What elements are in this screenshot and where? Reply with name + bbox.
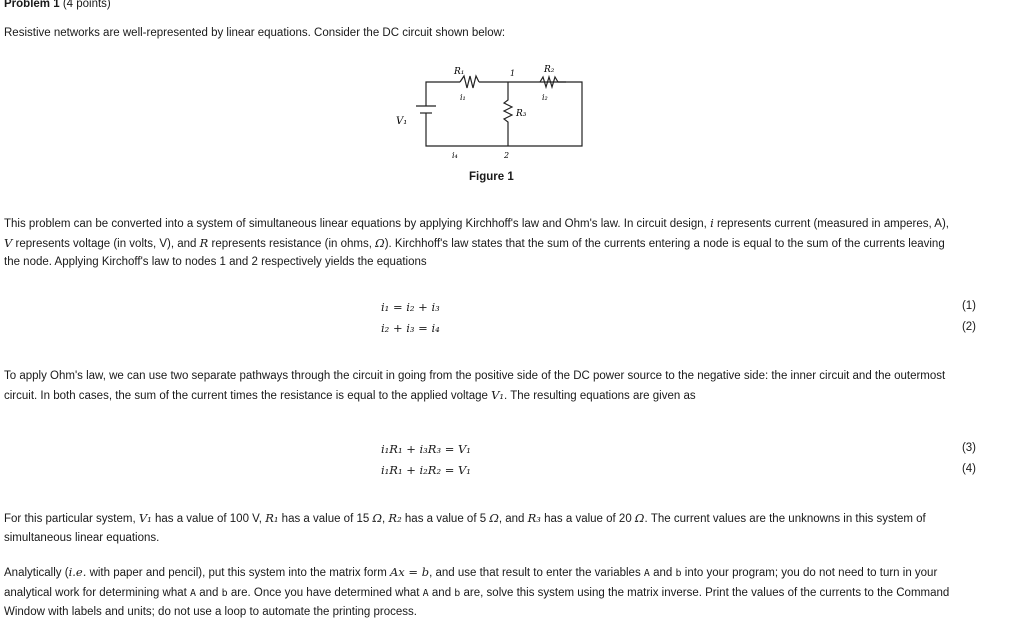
para1-text-e: ). Kirchhoff's law states that the sum of the currents entering a node is equal to the sum of the currents leaving xyxy=(384,237,945,250)
paragraph-ohm xyxy=(4,367,1004,405)
para3-r2: R₂ xyxy=(388,511,402,525)
paragraph-values xyxy=(4,509,1004,547)
para4-e: analytical work for determining what xyxy=(4,586,187,599)
label-node2: 2 xyxy=(504,151,510,160)
para3-ohm-3: Ω xyxy=(634,511,645,525)
para4-and-2: and xyxy=(199,586,219,599)
para4-var-a-1: A xyxy=(643,568,650,579)
para3-a: For this particular system, xyxy=(4,513,136,525)
problem-title xyxy=(4,0,111,10)
equation-4: i₁R₁ + i₂R₂ = V₁ xyxy=(381,463,471,477)
figure-caption: Figure 1 xyxy=(469,171,514,183)
symbol-v1: V₁ xyxy=(491,387,505,402)
para3-f: , and xyxy=(498,513,525,525)
symbol-r: R xyxy=(199,235,209,250)
para3-d: , xyxy=(382,513,386,525)
label-i2: i₂ xyxy=(542,93,548,102)
para3-ohm-2: Ω xyxy=(489,511,499,525)
para3-r3: R₃ xyxy=(527,511,541,525)
label-r2: R₂ xyxy=(544,65,555,75)
intro-text: Resistive networks are well-represented by linear equations. Consider the DC circuit shown below: xyxy=(4,27,506,39)
label-i1: i₁ xyxy=(460,93,466,102)
resistor-r3 xyxy=(504,82,512,146)
para4-b: with paper and pencil), put this system into the matrix form xyxy=(89,567,387,579)
resistor-r1 xyxy=(460,76,479,88)
para4-and-1: and xyxy=(653,567,673,579)
equation-2-number: (2) xyxy=(961,321,976,333)
paragraph-instructions xyxy=(4,563,1004,622)
equation-3-number: (3) xyxy=(961,442,976,454)
para3-h: . The current values are the unknowns in this system of xyxy=(644,513,926,525)
equation-4-number: (4) xyxy=(961,463,976,475)
para4-var-a-3: A xyxy=(422,587,429,599)
para4-var-b-2: b xyxy=(221,587,228,599)
equation-2: i₂ + i₃ = i₄ xyxy=(381,321,440,335)
para3-c: has a value of 15 xyxy=(281,513,370,525)
equation-1: i₁ = i₂ + i₃ xyxy=(381,300,440,314)
label-i4: i₄ xyxy=(452,151,458,160)
para1-text-f: the node. Applying Kirchoff's law to nodes 1 and 2 respectively yields the equations xyxy=(4,256,427,268)
para3-line2: simultaneous linear equations. xyxy=(4,531,160,544)
para3-b: has a value of 100 V, xyxy=(154,513,262,525)
para2-line1: To apply Ohm's law, we can use two separate pathways through the circuit in going from the positive side of the DC power source to the negative side: the inner circuit and the outermost xyxy=(4,370,946,382)
para4-and-3: and xyxy=(431,586,452,599)
circuit-diagram xyxy=(380,58,600,168)
para4-h: Window with labels and units; do not use a loop to automate the printing process. xyxy=(4,606,417,618)
para4-c: , and use that result to enter the variables xyxy=(429,567,641,579)
para4-g: are, solve this system using the matrix inverse. Print the values of the currents to the Command xyxy=(463,586,950,599)
para3-e: has a value of 5 xyxy=(404,513,487,525)
problem-points: (4 points) xyxy=(62,0,111,10)
para4-ie: i.e. xyxy=(68,565,87,579)
wire-top-left xyxy=(426,82,460,92)
symbol-v: V xyxy=(4,235,13,250)
equation-3: i₁R₁ + i₃R₃ = V₁ xyxy=(381,442,471,456)
equation-1-number: (1) xyxy=(961,300,976,312)
para4-f: are. Once you have determined what xyxy=(230,586,420,599)
para3-g: has a value of 20 xyxy=(544,513,632,525)
para3-r1: R₁ xyxy=(265,511,279,525)
para4-var-a-2: A xyxy=(190,587,197,599)
para3-v1: V₁ xyxy=(138,511,152,525)
para3-ohm-1: Ω xyxy=(372,511,383,525)
label-node1: 1 xyxy=(510,69,516,78)
paragraph-kirchhoff xyxy=(4,214,1004,272)
label-v1: V₁ xyxy=(396,116,408,127)
label-r1: R₁ xyxy=(454,67,465,77)
para4-d: into your program; you do not need to turn in your xyxy=(684,567,938,579)
para1-text-a: This problem can be converted into a system of simultaneous linear equations by applying Kirchhoff's law and Ohm's law. In circuit design, xyxy=(4,218,707,230)
para4-var-b-1: b xyxy=(675,568,682,579)
symbol-ohm: Ω xyxy=(375,235,385,250)
para1-text-c: represents voltage (in volts, V), and xyxy=(15,237,197,250)
label-r3: R₃ xyxy=(516,109,527,119)
para2-line2-a: circuit. In both cases, the sum of the current times the resistance is equal to the applied voltage xyxy=(4,389,488,402)
para1-text-b: represents current (measured in amperes, A), xyxy=(716,218,949,230)
para2-line2-b: . The resulting equations are given as xyxy=(504,389,696,402)
symbol-i: i xyxy=(710,216,714,230)
wire-outer xyxy=(426,82,582,146)
para4-axb: Ax = b xyxy=(389,565,430,579)
para1-text-d: represents resistance (in ohms, xyxy=(211,237,372,250)
para4-var-b-3: b xyxy=(454,587,461,599)
para4-a: Analytically ( xyxy=(4,567,69,579)
problem-number: Problem 1 xyxy=(4,0,60,10)
